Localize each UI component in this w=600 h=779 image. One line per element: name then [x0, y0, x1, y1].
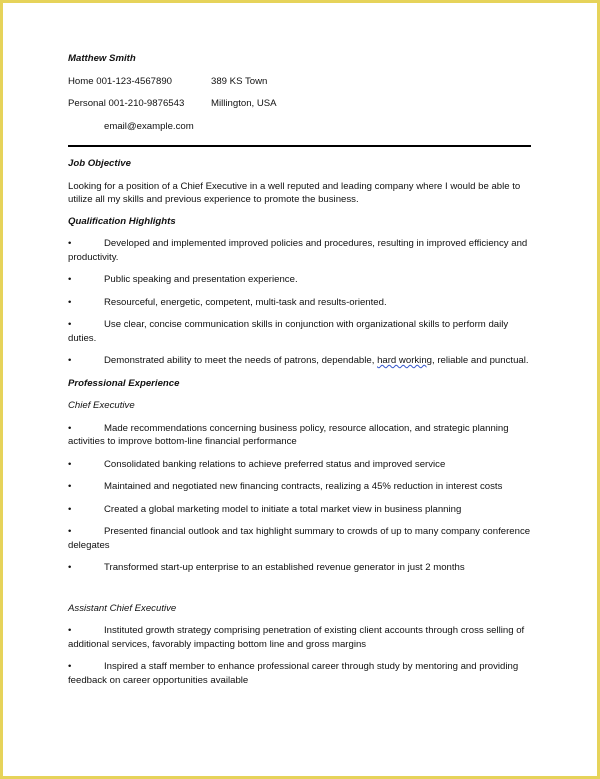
experience-text: Created a global marketing model to initiate a total market view in business planning — [104, 503, 462, 515]
bullet-icon: • — [68, 503, 72, 515]
bullet-icon: • — [68, 562, 72, 573]
qualification-item — [68, 273, 531, 287]
experience-item — [68, 480, 531, 494]
bullet-icon: • — [68, 422, 72, 434]
resume-page — [68, 52, 531, 696]
qualification-text-before: Demonstrated ability to meet the needs of patrons, dependable, — [104, 355, 378, 366]
bullet-icon: • — [68, 625, 72, 636]
experience-item — [68, 422, 531, 449]
contact-row-1 — [68, 75, 531, 89]
personal-phone: Personal 001-210-9876543 — [68, 98, 185, 109]
role-title: Chief Executive — [68, 400, 135, 411]
experience-item — [68, 503, 531, 517]
experience-text: Made recommendations concerning business policy, resource allocation, and strategic planning activities to improve bottom-line financial performance — [68, 422, 509, 447]
bullet-icon: • — [68, 274, 72, 285]
qualification-text: Use clear, concise communication skills in conjunction with organizational skills to perform daily duties. — [68, 319, 509, 344]
qualification-item — [68, 354, 531, 368]
bullet-icon: • — [68, 355, 72, 366]
qualification-text: Public speaking and presentation experience. — [104, 274, 298, 285]
experience-text: Maintained and negotiated new financing contracts, realizing a 45% reduction in interest costs — [104, 481, 503, 492]
spacer — [68, 584, 531, 602]
experience-text: Presented financial outlook and tax highlight summary to crowds of up to many company conference delegates — [68, 526, 531, 551]
qualifications-heading: Qualification Highlights — [68, 215, 176, 227]
experience-text: Instituted growth strategy comprising penetration of existing client accounts through cross selling of additional services, favorably impacting bottom line and gross margins — [68, 625, 525, 650]
experience-text: Consolidated banking relations to achieve preferred status and improved service — [104, 458, 446, 470]
job-objective-text: Looking for a position of a Chief Executive in a well reputed and leading company where I would be able to utilize all my skills and previous experience to promote the business. — [68, 180, 521, 205]
qualification-text: Resourceful, energetic, competent, multi-task and results-oriented. — [104, 296, 387, 308]
bullet-icon: • — [68, 296, 72, 308]
header-divider — [68, 145, 531, 147]
experience-item — [68, 458, 531, 472]
bullet-icon: • — [68, 238, 72, 249]
bullet-icon: • — [68, 661, 72, 672]
qualification-text: Developed and implemented improved policies and procedures, resulting in improved efficiency and productivity. — [68, 238, 528, 263]
experience-heading: Professional Experience — [68, 377, 180, 389]
qualification-item — [68, 318, 531, 345]
role-title: Assistant Chief Executive — [68, 602, 177, 614]
email-address: email@example.com — [104, 120, 194, 132]
bullet-icon: • — [68, 481, 72, 492]
qualification-text-after: , reliable and punctual. — [432, 355, 529, 366]
bullet-icon: • — [68, 458, 72, 470]
candidate-name: Matthew Smith — [68, 53, 136, 64]
experience-item — [68, 624, 531, 651]
experience-item — [68, 561, 531, 575]
bullet-icon: • — [68, 319, 72, 330]
address-line-2: Millington, USA — [211, 98, 277, 109]
qualification-item — [68, 237, 531, 264]
experience-text: Transformed start-up enterprise to an established revenue generator in just 2 months — [104, 562, 465, 573]
experience-item — [68, 525, 531, 552]
experience-text: Inspired a staff member to enhance professional career through study by mentoring and providing feedback on career opportunities available — [68, 661, 519, 686]
contact-row-2 — [68, 97, 531, 111]
spellcheck-marked-text: hard working — [377, 355, 432, 366]
job-objective-heading: Job Objective — [68, 158, 131, 169]
home-phone: Home 001-123-4567890 — [68, 75, 173, 87]
experience-item — [68, 660, 531, 687]
address-line-1: 389 KS Town — [211, 75, 268, 87]
qualification-item — [68, 296, 531, 310]
bullet-icon: • — [68, 526, 72, 537]
